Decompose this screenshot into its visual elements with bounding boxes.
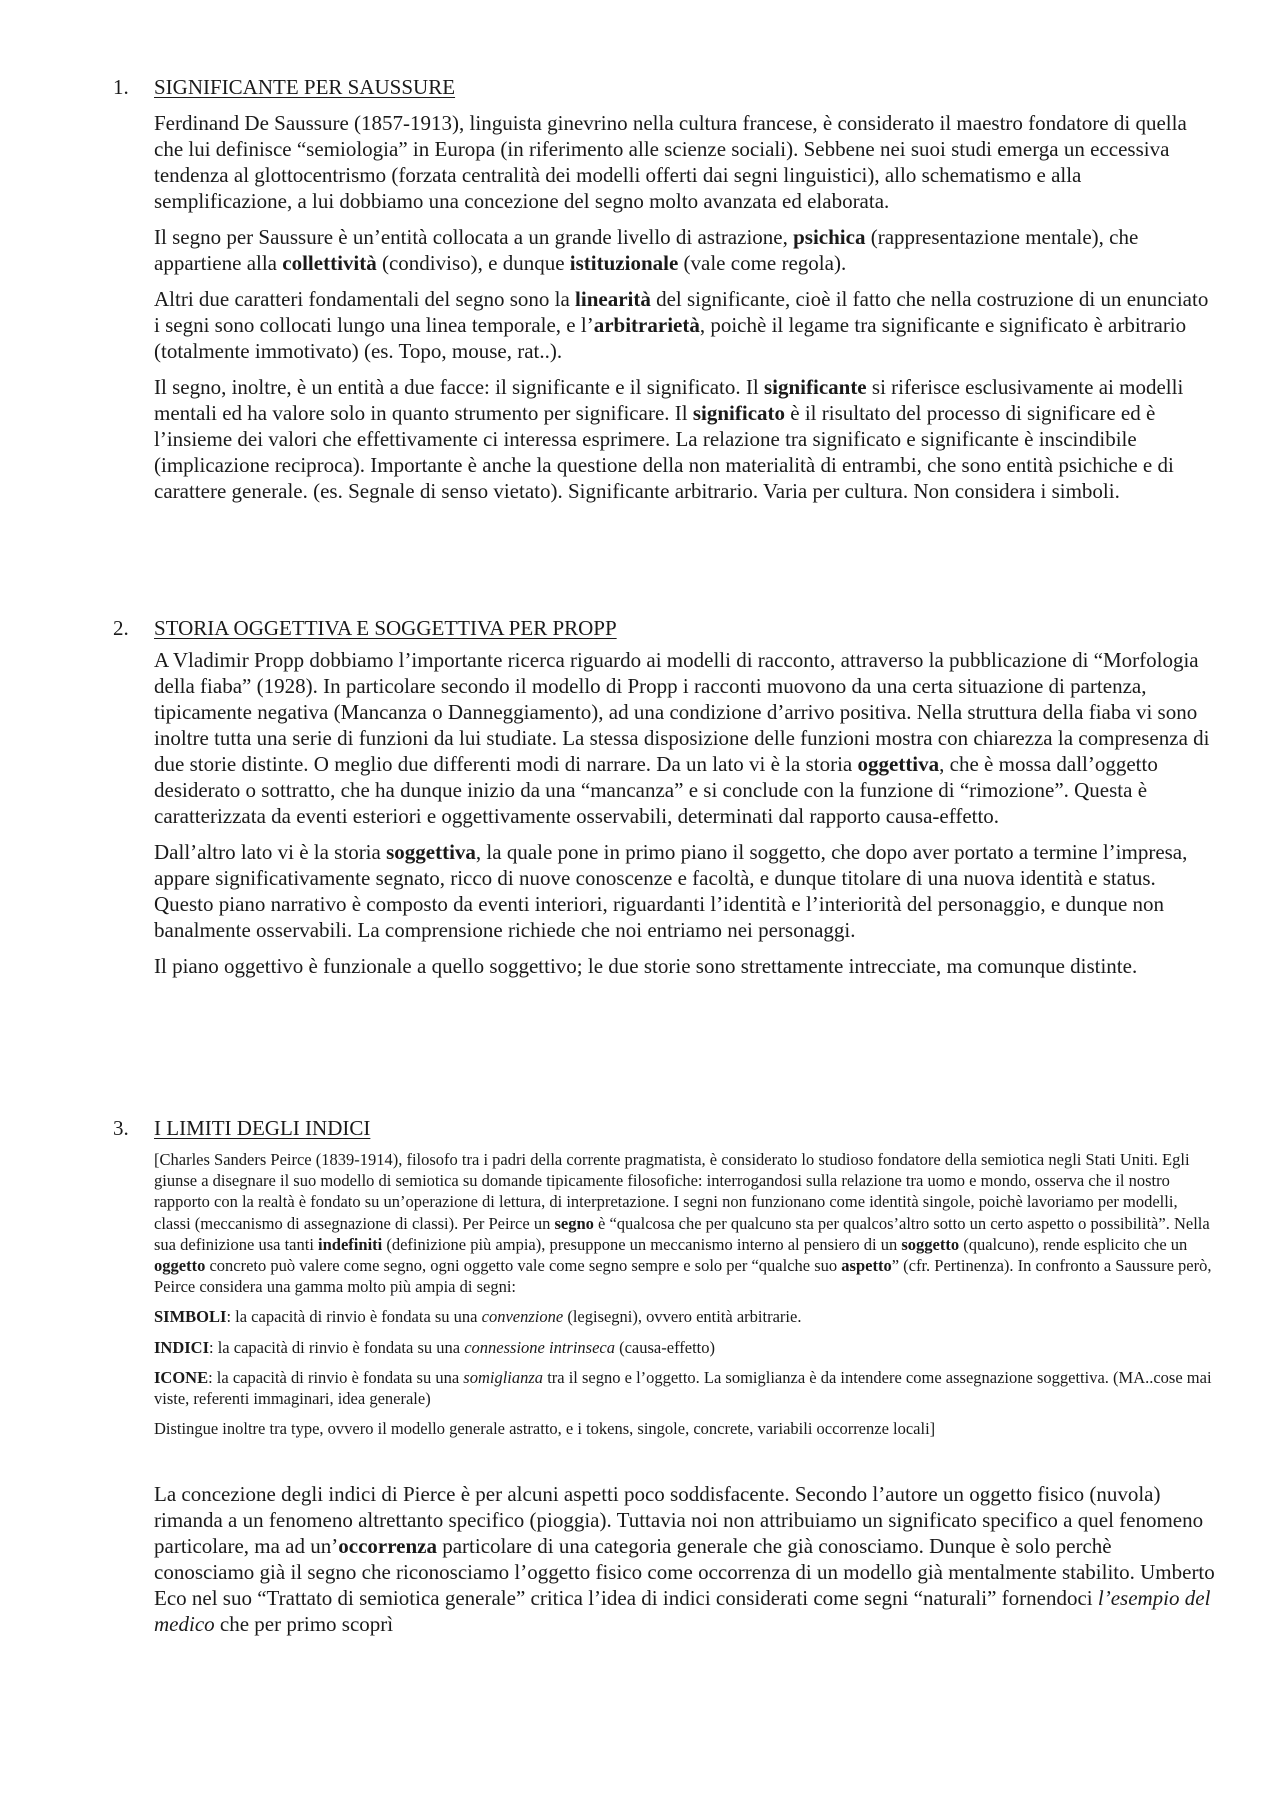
text-run: Dall’altro lato vi è la storia <box>154 840 387 864</box>
paragraph <box>154 1481 1216 1637</box>
text-run: [Charles Sanders Peirce (1839-1914), filosofo tra i padri della corrente pragmatista, è considerato lo studioso fondatore della semiotica negli Stati Uniti. Egli giunse a disegnare il suo modello di semiotica su domande tipicamente filosofiche: interrogandosi sulla relazione tra uomo e mondo, osserva che il nostro rapporto con la realtà è fondato su un’operazione di lettura, di interpretazione. I segni non funzionano come identità singole, poichè lavoriamo per modelli, classi (meccanismo di assegnazione di classi). Per Peirce un <box>154 1150 1190 1233</box>
paragraph <box>154 224 1216 276</box>
section-number: 2. <box>113 616 129 640</box>
text-run: , la quale pone in primo piano il soggetto, che dopo aver portato a termine l’impresa, appare significativamente segnato, ricco di nuove conoscenze e facoltà, e dunque titolare di una nuova identità e status. Questo piano narrativo è composto da eventi interiori, riguardanti l’identità e l’interiorità del personaggio, e dunque non banalmente osservabili. La comprensione richiede che noi entriamo nei personaggi. <box>154 840 1188 942</box>
text-run: : la capacità di rinvio è fondata su una <box>209 1337 465 1357</box>
bold-term: aspetto <box>841 1256 892 1276</box>
section-title: STORIA OGGETTIVA E SOGGETTIVA PER PROPP <box>154 616 617 640</box>
text-run: (causa-effetto) <box>614 1337 715 1357</box>
text-run: ” (cfr. Pertinenza). In confronto a Saussure però, Peirce considera una gamma molto più ampia di segni: <box>154 1256 1212 1297</box>
bold-term: linearità <box>575 287 651 311</box>
bold-term: psichica <box>793 225 866 249</box>
bold-term: significante <box>763 375 867 399</box>
italic-term: somiglianza <box>463 1367 544 1387</box>
bold-term: ICONE <box>154 1367 209 1387</box>
text-run: è il risultato del processo di significare ed è l’insieme dei valori che effettivamente ci interessa esprimere. La relazione tra significato e significante è inscindibile (implicazione reciproca). Importante è anche la questione della non materialità di entrambi, che sono entità psichiche e di carattere generale. (es. Segnale di senso vietato). Significante arbitrario. Varia per cultura. Non considera i simboli. <box>154 401 1174 503</box>
text-run: Ferdinand De Saussure (1857-1913), linguista ginevrino nella cultura francese, è considerato il maestro fondatore di quella che lui definisce “semiologia” in Europa (in riferimento alle scienze sociali). Sebbene nei suoi studi emerga un eccessiva tendenza al glottocentrismo (forzata centralità dei modelli offerti dai segni linguistici), allo schematismo e alla semplificazione, a lui dobbiamo una concezione del segno molto avanzata ed elaborata. <box>154 111 1187 213</box>
bold-term: occorrenza <box>338 1534 437 1559</box>
text-run: (definizione più ampia), presuppone un meccanismo interno al pensiero di un <box>382 1234 902 1254</box>
text-run: Il segno, inoltre, è un entità a due facce: il significante e il significato. Il <box>154 375 764 399</box>
paragraph <box>154 839 1216 943</box>
paragraph <box>154 953 1216 979</box>
text-run: del significante, cioè il fatto che nella costruzione di un enunciato i segni sono collocati lungo una linea temporale, e l’ <box>154 287 1209 337</box>
sign-type-indici <box>154 1337 1216 1358</box>
bold-term: collettività <box>282 251 377 275</box>
bold-term: indefiniti <box>318 1234 383 1254</box>
section-3 <box>0 1113 1280 1637</box>
text-run: , che è mossa dall’oggetto desiderato o sottratto, che ha dunque inizio da una “mancanza” e si conclude con la funzione di “rimozione”. Questa è caratterizzata da eventi esteriori e oggettivamente osservabili, determinati dal rapporto causa-effetto. <box>154 752 1158 828</box>
text-run: tra il segno e l’oggetto. La somiglianza è da intendere come assegnazione soggettiva. (MA..cose mai viste, referenti immaginari, idea generale) <box>154 1367 1212 1409</box>
bold-term: arbitrarietà <box>593 313 700 337</box>
italic-term: l’esempio del medico <box>154 1586 1211 1637</box>
section-heading <box>0 72 1280 102</box>
text-run: Il segno per Saussure è un’entità collocata a un grande livello di astrazione, <box>154 225 794 249</box>
section-title: SIGNIFICANTE PER SAUSSURE <box>154 75 456 99</box>
sign-type-simboli <box>154 1306 1216 1327</box>
section-heading <box>0 613 1280 643</box>
bold-term: INDICI <box>154 1337 210 1357</box>
section-number: 1. <box>113 75 129 99</box>
text-run: particolare di una categoria generale che già conosciamo. Dunque è solo perchè conosciamo già il segno che riconosciamo l’oggetto fisico come occorrenza di un modello già mentalmente stabilito. Umberto Eco nel suo “Trattato di semiotica generale” critica l’idea di indici considerati come segni “naturali” fornendoci <box>154 1534 1215 1611</box>
text-run: , poichè il legame tra significante e significato è arbitrario (totalmente immotivato) (es. Topo, mouse, rat..). <box>154 313 1187 363</box>
section-body <box>154 1481 1216 1637</box>
bold-term: soggetto <box>901 1234 960 1254</box>
paragraph <box>154 1418 1216 1439</box>
bold-term: istituzionale <box>569 251 679 275</box>
italic-term: connessione intrinseca <box>464 1337 615 1357</box>
section-body <box>154 647 1216 979</box>
sign-type-icone <box>154 1367 1216 1409</box>
text-run: che per primo scoprì <box>214 1612 394 1637</box>
bold-term: segno <box>554 1213 594 1233</box>
paragraph <box>154 286 1216 364</box>
section-body <box>154 110 1216 504</box>
bold-term: significato <box>692 401 786 425</box>
text-run: Distingue inoltre tra type, ovvero il modello generale astratto, e i tokens, singole, concrete, variabili occorrenze locali] <box>154 1419 936 1439</box>
section-2 <box>0 613 1280 979</box>
text-run: Il piano oggettivo è funzionale a quello soggettivo; le due storie sono strettamente intrecciate, ma comunque distinte. <box>154 954 1138 978</box>
text-run: (rappresentazione mentale), che appartiene alla <box>154 225 1139 275</box>
paragraph <box>154 647 1216 829</box>
bold-term: SIMBOLI <box>154 1307 227 1327</box>
text-run: si riferisce esclusivamente ai modelli mentali ed ha valore solo in quanto strumento per significare. Il <box>154 375 1184 425</box>
italic-term: convenzione <box>481 1307 564 1327</box>
text-run: A Vladimir Propp dobbiamo l’importante ricerca riguardo ai modelli di racconto, attraverso la pubblicazione di “Morfologia della fiaba” (1928). In particolare secondo il modello di Propp i racconti muovono da una certa situazione di partenza, tipicamente negativa (Mancanza o Danneggiamento), ad una condizione d’arrivo positiva. Nella struttura della fiaba vi sono inoltre tutta una serie di funzioni da lui studiate. La stessa disposizione delle funzioni mostra con chiarezza la compresenza di due storie distinte. O meglio due differenti modi di narrare. Da un lato vi è la storia <box>154 648 1210 776</box>
text-run: (legisegni), ovvero entità arbitrarie. <box>563 1307 802 1327</box>
text-run: : la capacità di rinvio è fondata su una <box>208 1367 464 1387</box>
peirce-summary-block <box>154 1149 1216 1439</box>
text-run: concreto può valere come segno, ogni oggetto vale come segno sempre e solo per “qualche suo <box>205 1256 842 1276</box>
text-run: : la capacità di rinvio è fondata su una <box>226 1307 482 1327</box>
paragraph <box>154 110 1216 214</box>
text-run: La concezione degli indici di Pierce è per alcuni aspetti poco soddisfacente. Secondo l’autore un oggetto fisico (nuvola) rimanda a un fenomeno altrettanto specifico (pioggia). Tuttavia noi non attribuiamo un significato specifico a quel fenomeno particolare, ma ad un’ <box>154 1482 1204 1559</box>
bold-term: oggettiva <box>857 752 940 776</box>
text-run: (condiviso), e dunque <box>376 251 570 275</box>
section-heading <box>0 1113 1280 1143</box>
text-run: (vale come regola). <box>678 251 847 275</box>
paragraph <box>154 1149 1216 1297</box>
paragraph <box>154 374 1216 504</box>
text-run: Altri due caratteri fondamentali del segno sono la <box>154 287 576 311</box>
section-1 <box>0 72 1280 504</box>
bold-term: oggetto <box>154 1256 206 1276</box>
section-title: I LIMITI DEGLI INDICI <box>154 1116 371 1140</box>
section-number: 3. <box>113 1116 129 1140</box>
text-run: (qualcuno), rende esplicito che un <box>959 1234 1188 1254</box>
text-run: è “qualcosa che per qualcuno sta per qualcos’altro sotto un certo aspetto o possibilità”. Nella sua definizione usa tanti <box>154 1213 1210 1254</box>
bold-term: soggettiva <box>386 840 476 864</box>
